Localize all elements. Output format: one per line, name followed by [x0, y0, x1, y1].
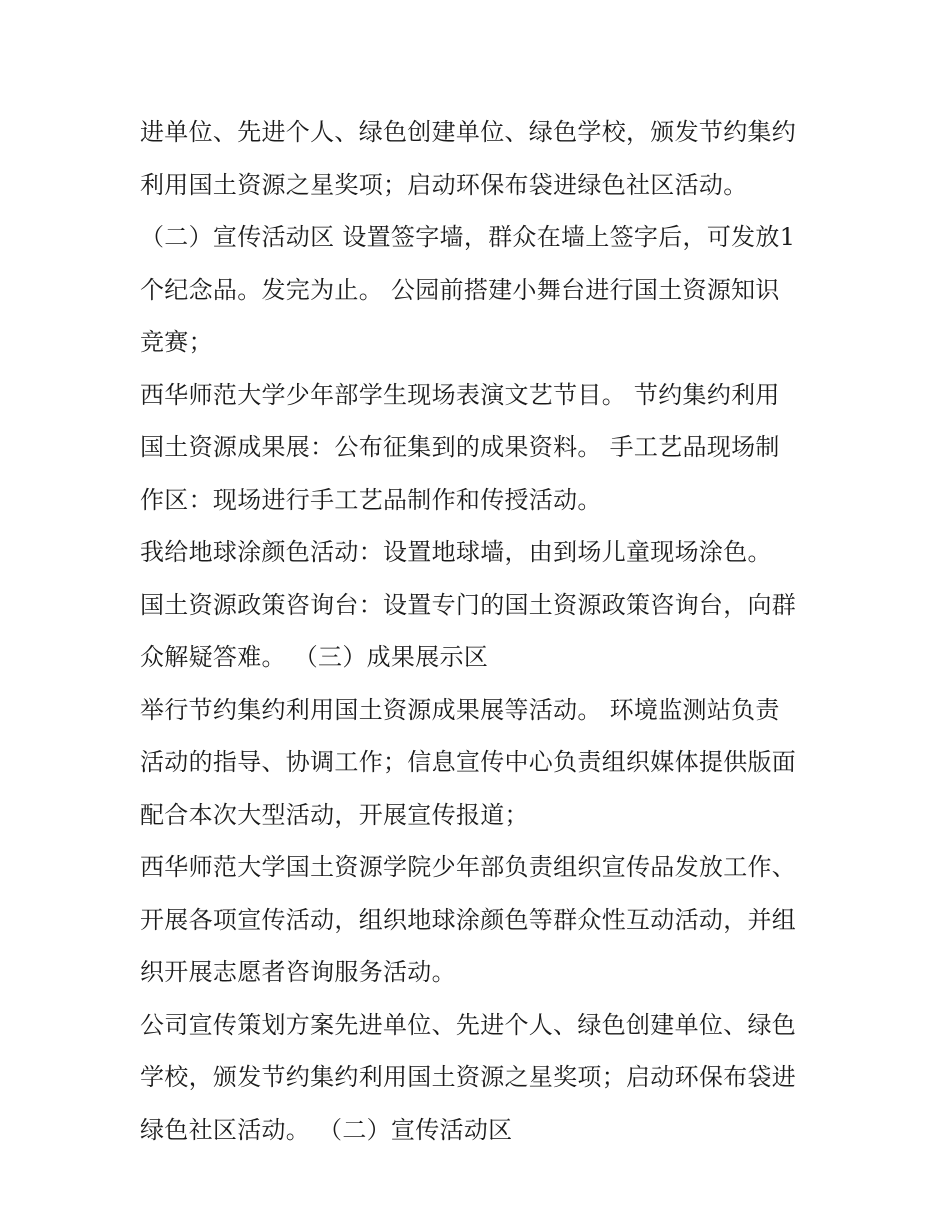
text-line: 利用国土资源之星奖项；启动环保布袋进绿色社区活动。	[140, 170, 748, 199]
text-line: 公司宣传策划方案先进单位、先进个人、绿色创建单位、绿色	[140, 1010, 797, 1039]
text-line: 个纪念品。发完为止。 公园前搭建小舞台进行国土资源知识	[140, 275, 780, 304]
text-line: 学校，颁发节约集约利用国土资源之星奖项；启动环保布袋进	[140, 1063, 797, 1091]
text-line: 举行节约集约利用国土资源成果展等活动。 环境监测站负责	[140, 695, 780, 724]
text-line: 绿色社区活动。 （二）宣传活动区	[140, 1115, 513, 1144]
text-line: （二）宣传活动区 设置签字墙，群众在墙上签字后，可发放1	[140, 223, 796, 251]
body-text	[140, 106, 820, 1156]
text-line: 进单位、先进个人、绿色创建单位、绿色学校，颁发节约集约	[140, 118, 797, 146]
text-line: 国土资源政策咨询台：设置专门的国土资源政策咨询台，向群	[140, 590, 797, 619]
text-line: 众解疑答难。 （三）成果展示区	[140, 643, 489, 671]
text-line: 国土资源成果展：公布征集到的成果资料。 手工艺品现场制	[140, 433, 780, 461]
text-line: 西华师范大学国土资源学院少年部负责组织宣传品发放工作、	[140, 853, 797, 881]
text-line: 活动的指导、协调工作；信息宣传中心负责组织媒体提供版面	[140, 748, 797, 776]
text-line: 西华师范大学少年部学生现场表演文艺节目。 节约集约利用	[140, 380, 780, 409]
text-line: 织开展志愿者咨询服务活动。	[140, 958, 456, 986]
text-line: 我给地球涂颜色活动：设置地球墙，由到场儿童现场涂色。	[140, 538, 772, 566]
text-line: 竞赛；	[140, 328, 213, 356]
text-line: 作区：现场进行手工艺品制作和传授活动。	[140, 485, 602, 514]
text-line: 开展各项宣传活动，组织地球涂颜色等群众性互动活动，并组	[140, 905, 797, 934]
text-line: 配合本次大型活动，开展宣传报道；	[140, 800, 529, 829]
